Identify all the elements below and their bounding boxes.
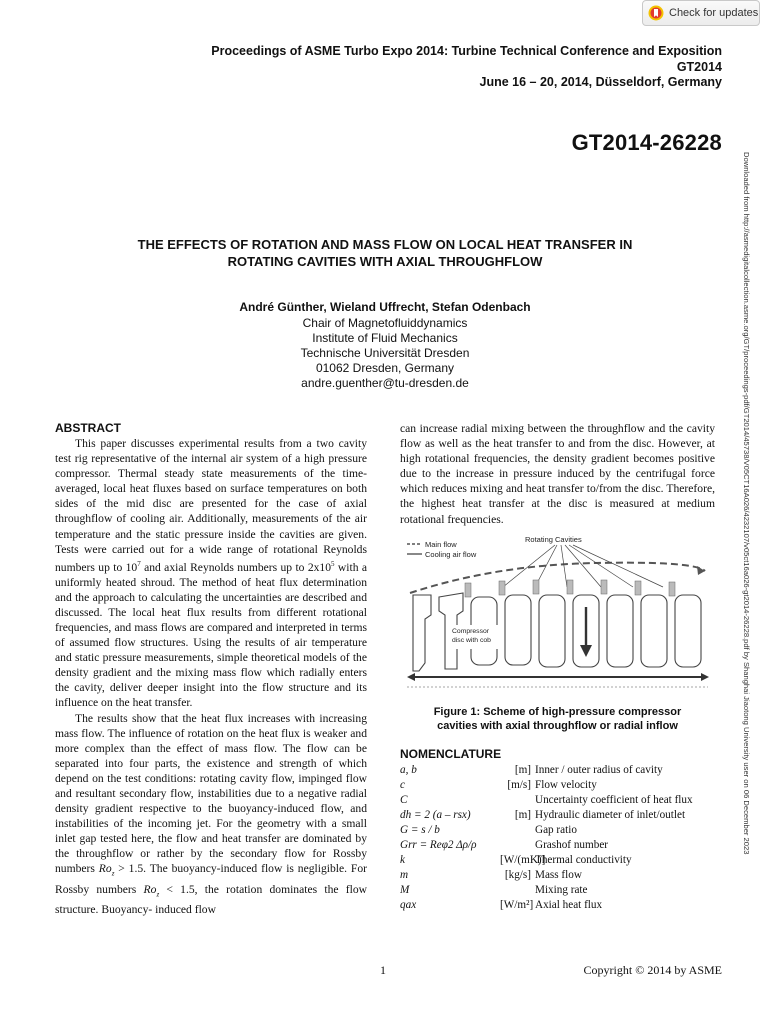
nomenclature-symbol: qax	[400, 898, 417, 911]
figure-1	[405, 535, 710, 695]
page-number: 1	[380, 963, 386, 977]
figure-caption-line-2: cavities with axial throughflow or radial inflow	[437, 719, 678, 732]
axial-arrow-right	[701, 673, 709, 681]
affiliation-address: 01062 Dresden, Germany	[315, 361, 455, 375]
nomenclature-list	[400, 763, 715, 913]
paper-title-line-1: THE EFFECTS OF ROTATION AND MASS FLOW ON LOCAL HEAT TRANSFER IN	[137, 237, 633, 252]
nomenclature-symbol: dh = 2 (a – rsx)	[400, 808, 471, 821]
figure-caption-line-1: Figure 1: Scheme of high-pressure compressor	[433, 705, 682, 718]
author-email[interactable]: andre.guenther@tu-dresden.de	[301, 376, 469, 390]
paper-title	[60, 236, 710, 270]
nomenclature-unit: [m]	[514, 763, 531, 776]
nomenclature-description: Axial heat flux	[535, 898, 603, 911]
affiliation-institute: Institute of Fluid Mechanics	[312, 331, 458, 345]
left-column	[55, 421, 367, 917]
nomenclature-unit	[500, 838, 531, 853]
abstract-paragraph-2: The results show that the heat flux increases with increasing mass flow. The influence of rotation on the heat flux is weaker and more complex than the effect of mass flow. The flow can be separated into four parts, the existence and strength of which depend on the test conditions: rotating cavity flow, impinged flow and resultant secondary flow, instabilities due to a negative radial density gradient respective to the buoyancy-induced flow, and instabilities of the incoming jet. For the geometry with a small inlet gap tested here, the flow and heat transfer are dominated by the throughflow or rather by the secondary flow for Rossby numbers $Ro_z > 1.5$. The buoyancy-induced flow is negligible. For Rossby numbers $Ro_z < 1.5$, the rotation dominates the flow structure. Buoyancy- induced flow	[55, 711, 368, 917]
nomenclature-unit	[500, 793, 531, 808]
nomenclature-row	[400, 763, 715, 778]
rotating-cavities-label: Rotating Cavities	[525, 534, 582, 544]
main-flow-arrowhead	[697, 566, 705, 575]
nomenclature-description: Inner / outer radius of cavity	[535, 763, 663, 776]
nomenclature-unit: [W/(mK)]	[500, 853, 546, 866]
paper-title-line-2: ROTATING CAVITIES WITH AXIAL THROUGHFLOW	[227, 254, 543, 269]
nomenclature-row	[400, 823, 715, 838]
blade-row	[465, 580, 675, 597]
nomenclature-heading: NOMENCLATURE	[400, 746, 502, 761]
nomenclature-row	[400, 808, 715, 823]
nomenclature-unit: [W/m²]	[500, 898, 534, 911]
copyright-notice: Copyright © 2014 by ASME	[583, 963, 722, 977]
download-notice: Downloaded from http://asmedigitalcollection.asme.org/GT/proceedings-pdf/GT2014/45738/V05CT16A026/4232107/v05ct16a026-gt2014-26228.pdf by Shanghai Jiaotong University user on 06 December 2023	[742, 152, 751, 855]
nomenclature-description: Flow velocity	[535, 778, 597, 791]
compressor-disc-label-1: Compressor	[452, 627, 490, 635]
figure-1-caption	[400, 705, 715, 733]
cavity-pointer-lines	[503, 545, 663, 587]
nomenclature-description: Hydraulic diameter of inlet/outlet	[535, 808, 686, 821]
paper-id: GT2014-26228	[571, 130, 722, 155]
abstract-paragraph-1: This paper discusses experimental results from a two cavity test rig representative of the internal air system of a high pressure compressor. Thermal steady state measurements of the time-averaged, local heat fluxes based on surface temperatures on both sides of the mid disc are presented for the case of axial throughflow of cooling air. Additionally, measurements of the air temperature and the static pressure inside the cavities are given. Tests were carried out for a wide range of rotational Reynolds numbers up to $10^7$ and axial Reynolds numbers up to $2x10^5$ with a uniformly heated shroud. The method of heat flux determination and the approach to calculating the uncertainties are described and discussed. The local heat flux results from different rotational frequencies, and mass flows are compared and interpreted in terms of assumed flow structures. Using the results of air temperature and static pressure measurements, simple theoretical models of the density gradient and the mixing mass flow which radially enters the cavity, deliver deeper insight into the flow structure and its influence on the heat transfer.	[55, 437, 368, 710]
nomenclature-row	[400, 868, 715, 883]
nomenclature-row	[400, 883, 715, 898]
compressor-cavity-schematic	[405, 535, 710, 695]
nomenclature-description: Uncertainty coefficient of heat flux	[535, 793, 693, 806]
bookmark-update-icon	[648, 5, 664, 21]
abstract-heading: ABSTRACT	[55, 421, 121, 435]
abstract-paragraph-3: can increase radial mixing between the throughflow and the cavity flow as well as the heat transfer to and from the disc. However, at high rotational frequencies, the density gradient becomes positive due to the increase in pressure induced by the centrifugal force which reduces mixing and heat transfer to/from the disc. Therefore, the highest heat transfer at the disc is measured at medium rotational frequencies.	[400, 422, 715, 526]
nomenclature-symbol: m	[400, 868, 409, 881]
nomenclature-description: Thermal conductivity	[535, 853, 632, 866]
author-block	[120, 300, 650, 391]
author-names: André Günther, Wieland Uffrecht, Stefan Odenbach	[239, 300, 531, 314]
nomenclature-unit	[500, 823, 531, 838]
nomenclature-description: Grashof number	[535, 838, 609, 851]
nomenclature-description: Gap ratio	[535, 823, 577, 836]
legend-cooling-flow: Cooling air flow	[425, 549, 477, 559]
check-for-updates-button[interactable]	[642, 0, 760, 26]
nomenclature-symbol: Grr = Reφ2 Δρ/ρ	[400, 838, 477, 851]
right-column	[400, 421, 715, 913]
nomenclature-unit: [m]	[514, 808, 531, 821]
compressor-disc-label-2: disc with cob	[452, 636, 491, 644]
nomenclature-row	[400, 793, 715, 808]
nomenclature-unit: [m/s]	[507, 778, 531, 791]
affiliation-university: Technische Universität Dresden	[300, 346, 470, 360]
nomenclature-symbol: G = s / b	[400, 823, 440, 836]
nomenclature-symbol: c	[400, 778, 405, 791]
nomenclature-description: Mixing rate	[535, 883, 588, 896]
axial-arrow-left	[407, 673, 415, 681]
nomenclature-row	[400, 778, 715, 793]
nomenclature-unit	[500, 883, 531, 898]
legend-main-flow: Main flow	[425, 539, 457, 549]
conference-code: GT2014	[676, 59, 722, 74]
conference-dates: June 16 – 20, 2014, Düsseldorf, Germany	[479, 75, 722, 89]
nomenclature-symbol: C	[400, 793, 408, 806]
proceedings-title: Proceedings of ASME Turbo Expo 2014: Turbine Technical Conference and Exposition	[211, 44, 722, 58]
main-flow-curve	[410, 562, 705, 592]
nomenclature-symbol: M	[400, 883, 410, 896]
affiliation-chair: Chair of Magnetofluiddynamics	[302, 316, 468, 330]
proceedings-header	[211, 44, 722, 91]
nomenclature-description: Mass flow	[535, 868, 582, 881]
check-for-updates-label: Check for updates	[669, 7, 759, 19]
nomenclature-unit: [kg/s]	[504, 868, 531, 881]
nomenclature-row	[400, 898, 715, 913]
nomenclature-row	[400, 853, 715, 868]
nomenclature-row	[400, 838, 715, 853]
nomenclature-symbol: k	[400, 853, 405, 866]
nomenclature-symbol: a, b	[400, 763, 417, 776]
